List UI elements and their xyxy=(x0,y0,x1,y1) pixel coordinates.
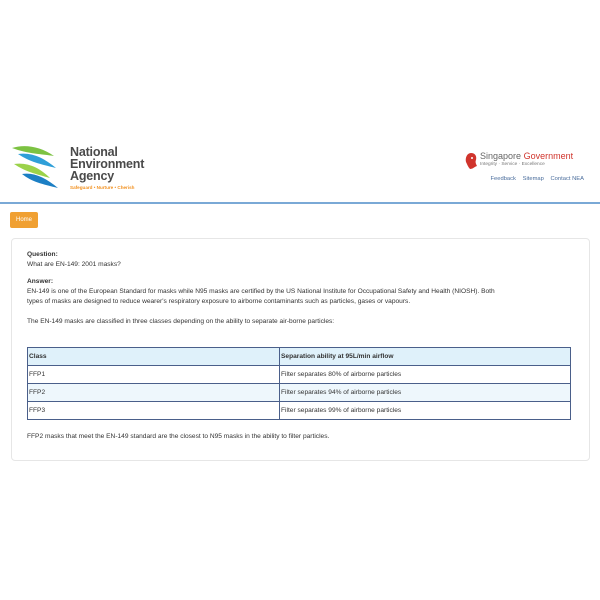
logo-tagline: Safeguard • Nurture • Cherish xyxy=(70,185,135,190)
faq-content xyxy=(27,250,575,327)
logo-text xyxy=(70,146,160,191)
answer-line-1: EN-149 is one of the European Standard for masks while N95 masks are certified by the US National Institute for Occupational Safety and Health (NIOSH). Both xyxy=(27,288,495,295)
utility-links xyxy=(486,176,585,182)
classes-intro: The EN-149 masks are classified in three classes depending on the ability to separate air-borne particles: xyxy=(27,318,335,325)
lion-head-icon xyxy=(464,152,478,170)
table-row xyxy=(28,366,571,384)
table-cell-class: FFP3 xyxy=(28,402,280,420)
closing-note: FFP2 masks that meet the EN-149 standard are the closest to N95 masks in the ability to filter particles. xyxy=(27,433,330,440)
table-cell-separation: Filter separates 94% of airborne particles xyxy=(280,384,571,402)
singapore-government-logo[interactable] xyxy=(464,150,584,190)
logo-line-2: Environment xyxy=(70,157,145,171)
question-text: What are EN-149: 2001 masks? xyxy=(27,261,121,268)
gov-title xyxy=(480,151,573,161)
table-cell-class: FFP2 xyxy=(28,384,280,402)
mask-class-table xyxy=(27,347,571,420)
gov-government-text: Government xyxy=(523,151,574,161)
gov-singapore-text: Singapore xyxy=(480,151,522,161)
table-cell-class: FFP1 xyxy=(28,366,280,384)
sitemap-link[interactable]: Sitemap xyxy=(522,176,544,182)
site-header xyxy=(0,134,600,204)
contact-nea-link[interactable]: Contact NEA xyxy=(550,176,584,182)
nea-logo[interactable] xyxy=(10,140,150,196)
gov-subtitle: Integrity · Service · Excellence xyxy=(480,162,545,167)
table-header-separation: Separation ability at 95L/min airflow xyxy=(280,348,571,366)
table-row xyxy=(28,384,571,402)
table-cell-separation: Filter separates 99% of airborne particles xyxy=(280,402,571,420)
feedback-link[interactable]: Feedback xyxy=(490,176,516,182)
table-header-row xyxy=(28,348,571,366)
table-header-class: Class xyxy=(28,348,280,366)
logo-line-1: National xyxy=(70,145,118,159)
table-cell-separation: Filter separates 80% of airborne particles xyxy=(280,366,571,384)
question-label: Question: xyxy=(27,251,58,258)
nea-logo-icon xyxy=(10,142,70,192)
table-row xyxy=(28,402,571,420)
answer-label: Answer: xyxy=(27,278,54,285)
logo-line-3: Agency xyxy=(70,169,114,183)
home-button[interactable]: Home xyxy=(10,212,38,228)
answer-line-2: types of masks are designed to reduce wearer's respiratory exposure to airborne contaminants such as particles, gases or vapours. xyxy=(27,298,411,305)
